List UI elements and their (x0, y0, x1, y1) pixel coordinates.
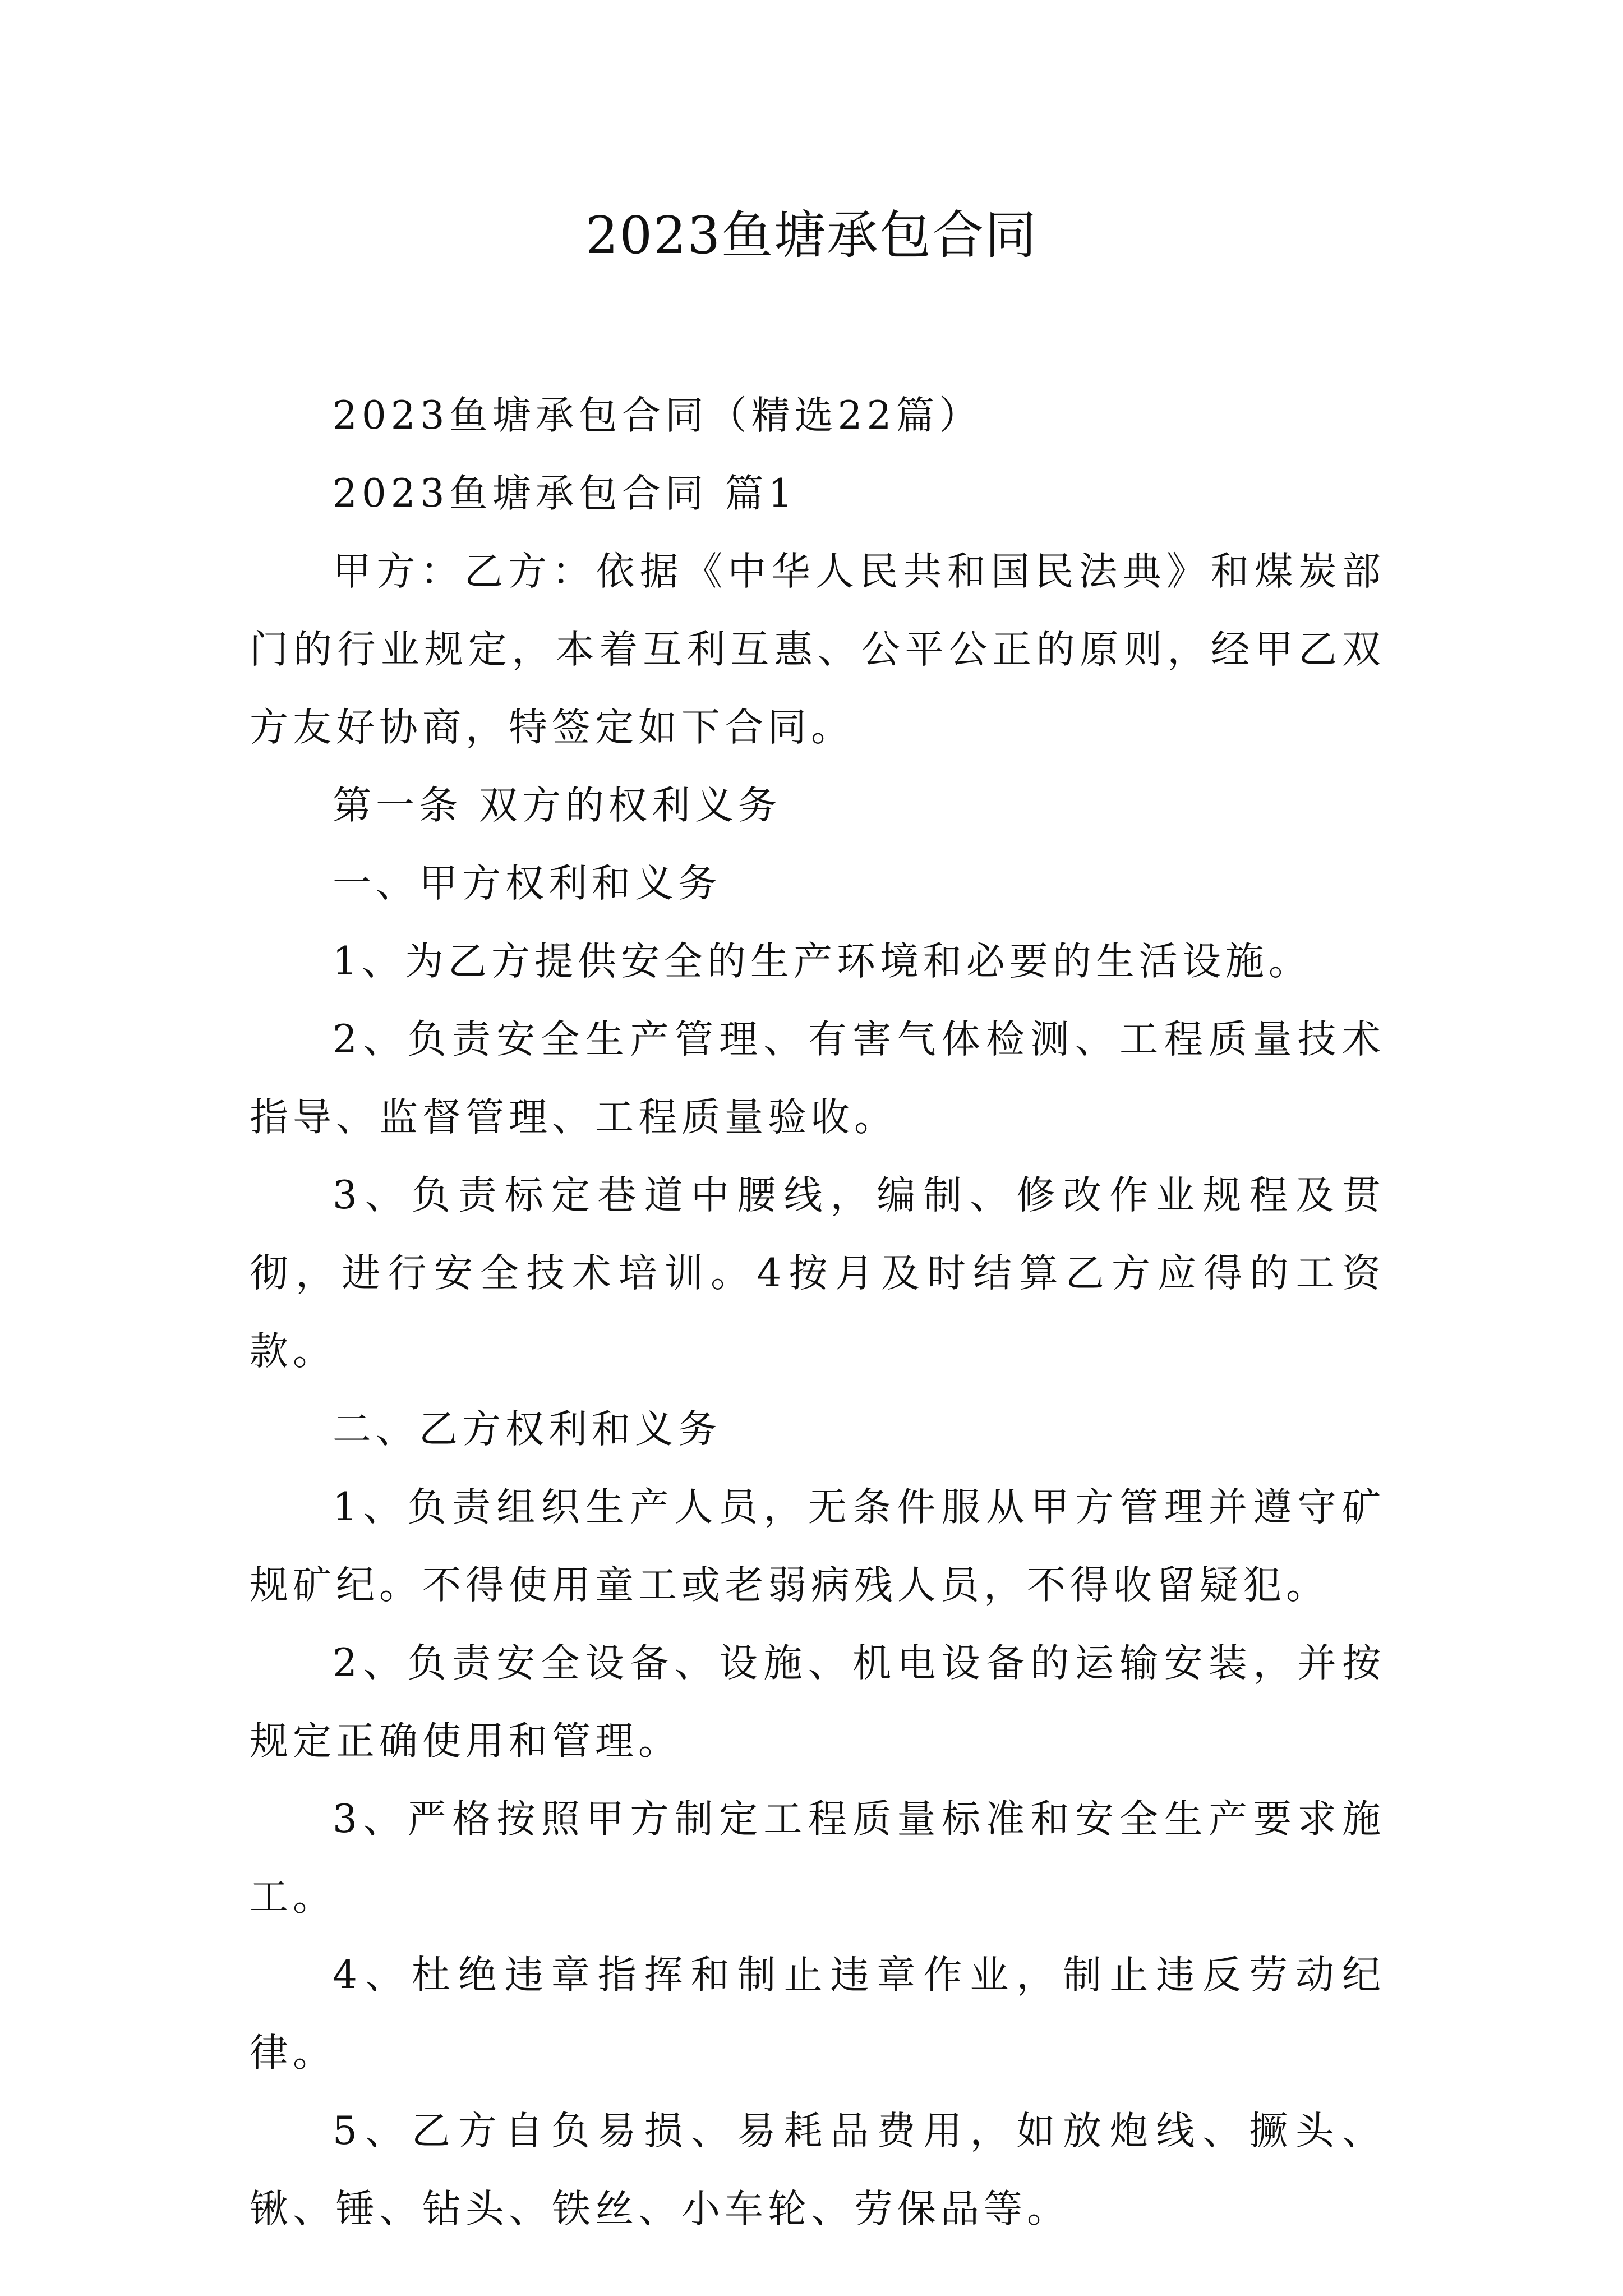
document-body (250, 377, 1385, 2248)
paragraph-party-b-item-3: 3、严格按照甲方制定工程质量标准和安全生产要求施工。 (250, 1797, 1385, 1920)
document-title: 2023鱼塘承包合同 (585, 205, 1038, 265)
paragraph-party-b-item-1: 1、负责组织生产人员，无条件服从甲方管理并遵守矿规矿纪。不得使用童工或老弱病残人员，不得收留疑犯。 (250, 1485, 1385, 1608)
paragraph-party-b-item-5: 5、乙方自负易损、易耗品费用，如放炮线、撅头、锹、锤、钻头、铁丝、小车轮、劳保品等。 (250, 2109, 1385, 2231)
paragraph-section-label: 2023鱼塘承包合同 篇1 (333, 471, 797, 516)
paragraph-preamble: 甲方：乙方：依据《中华人民共和国民法典》和煤炭部门的行业规定，本着互利互惠、公平公正的原则，经甲乙双方友好协商，特签定如下合同。 (250, 549, 1385, 750)
paragraph-party-b-item-2: 2、负责安全设备、设施、机电设备的运输安装，并按规定正确使用和管理。 (250, 1641, 1385, 1764)
paragraph-heading: 2023鱼塘承包合同（精选22篇） (333, 393, 983, 438)
paragraph-party-a-heading: 一、甲方权利和义务 (333, 861, 721, 906)
paragraph-article-1: 第一条 双方的权利义务 (333, 783, 781, 828)
paragraph-party-a-item-3: 3、负责标定巷道中腰线，编制、修改作业规程及贯彻，进行安全技术培训。4按月及时结算乙方应得的工资款。 (250, 1173, 1385, 1374)
paragraph-party-b-item-4: 4、杜绝违章指挥和制止违章作业，制止违反劳动纪律。 (250, 1953, 1385, 2076)
paragraph-party-b-heading: 二、乙方权利和义务 (333, 1407, 721, 1452)
paragraph-party-a-item-2: 2、负责安全生产管理、有害气体检测、工程质量技术指导、监督管理、工程质量验收。 (250, 1017, 1385, 1140)
paragraph-party-a-item-1: 1、为乙方提供安全的生产环境和必要的生活设施。 (333, 939, 1312, 984)
